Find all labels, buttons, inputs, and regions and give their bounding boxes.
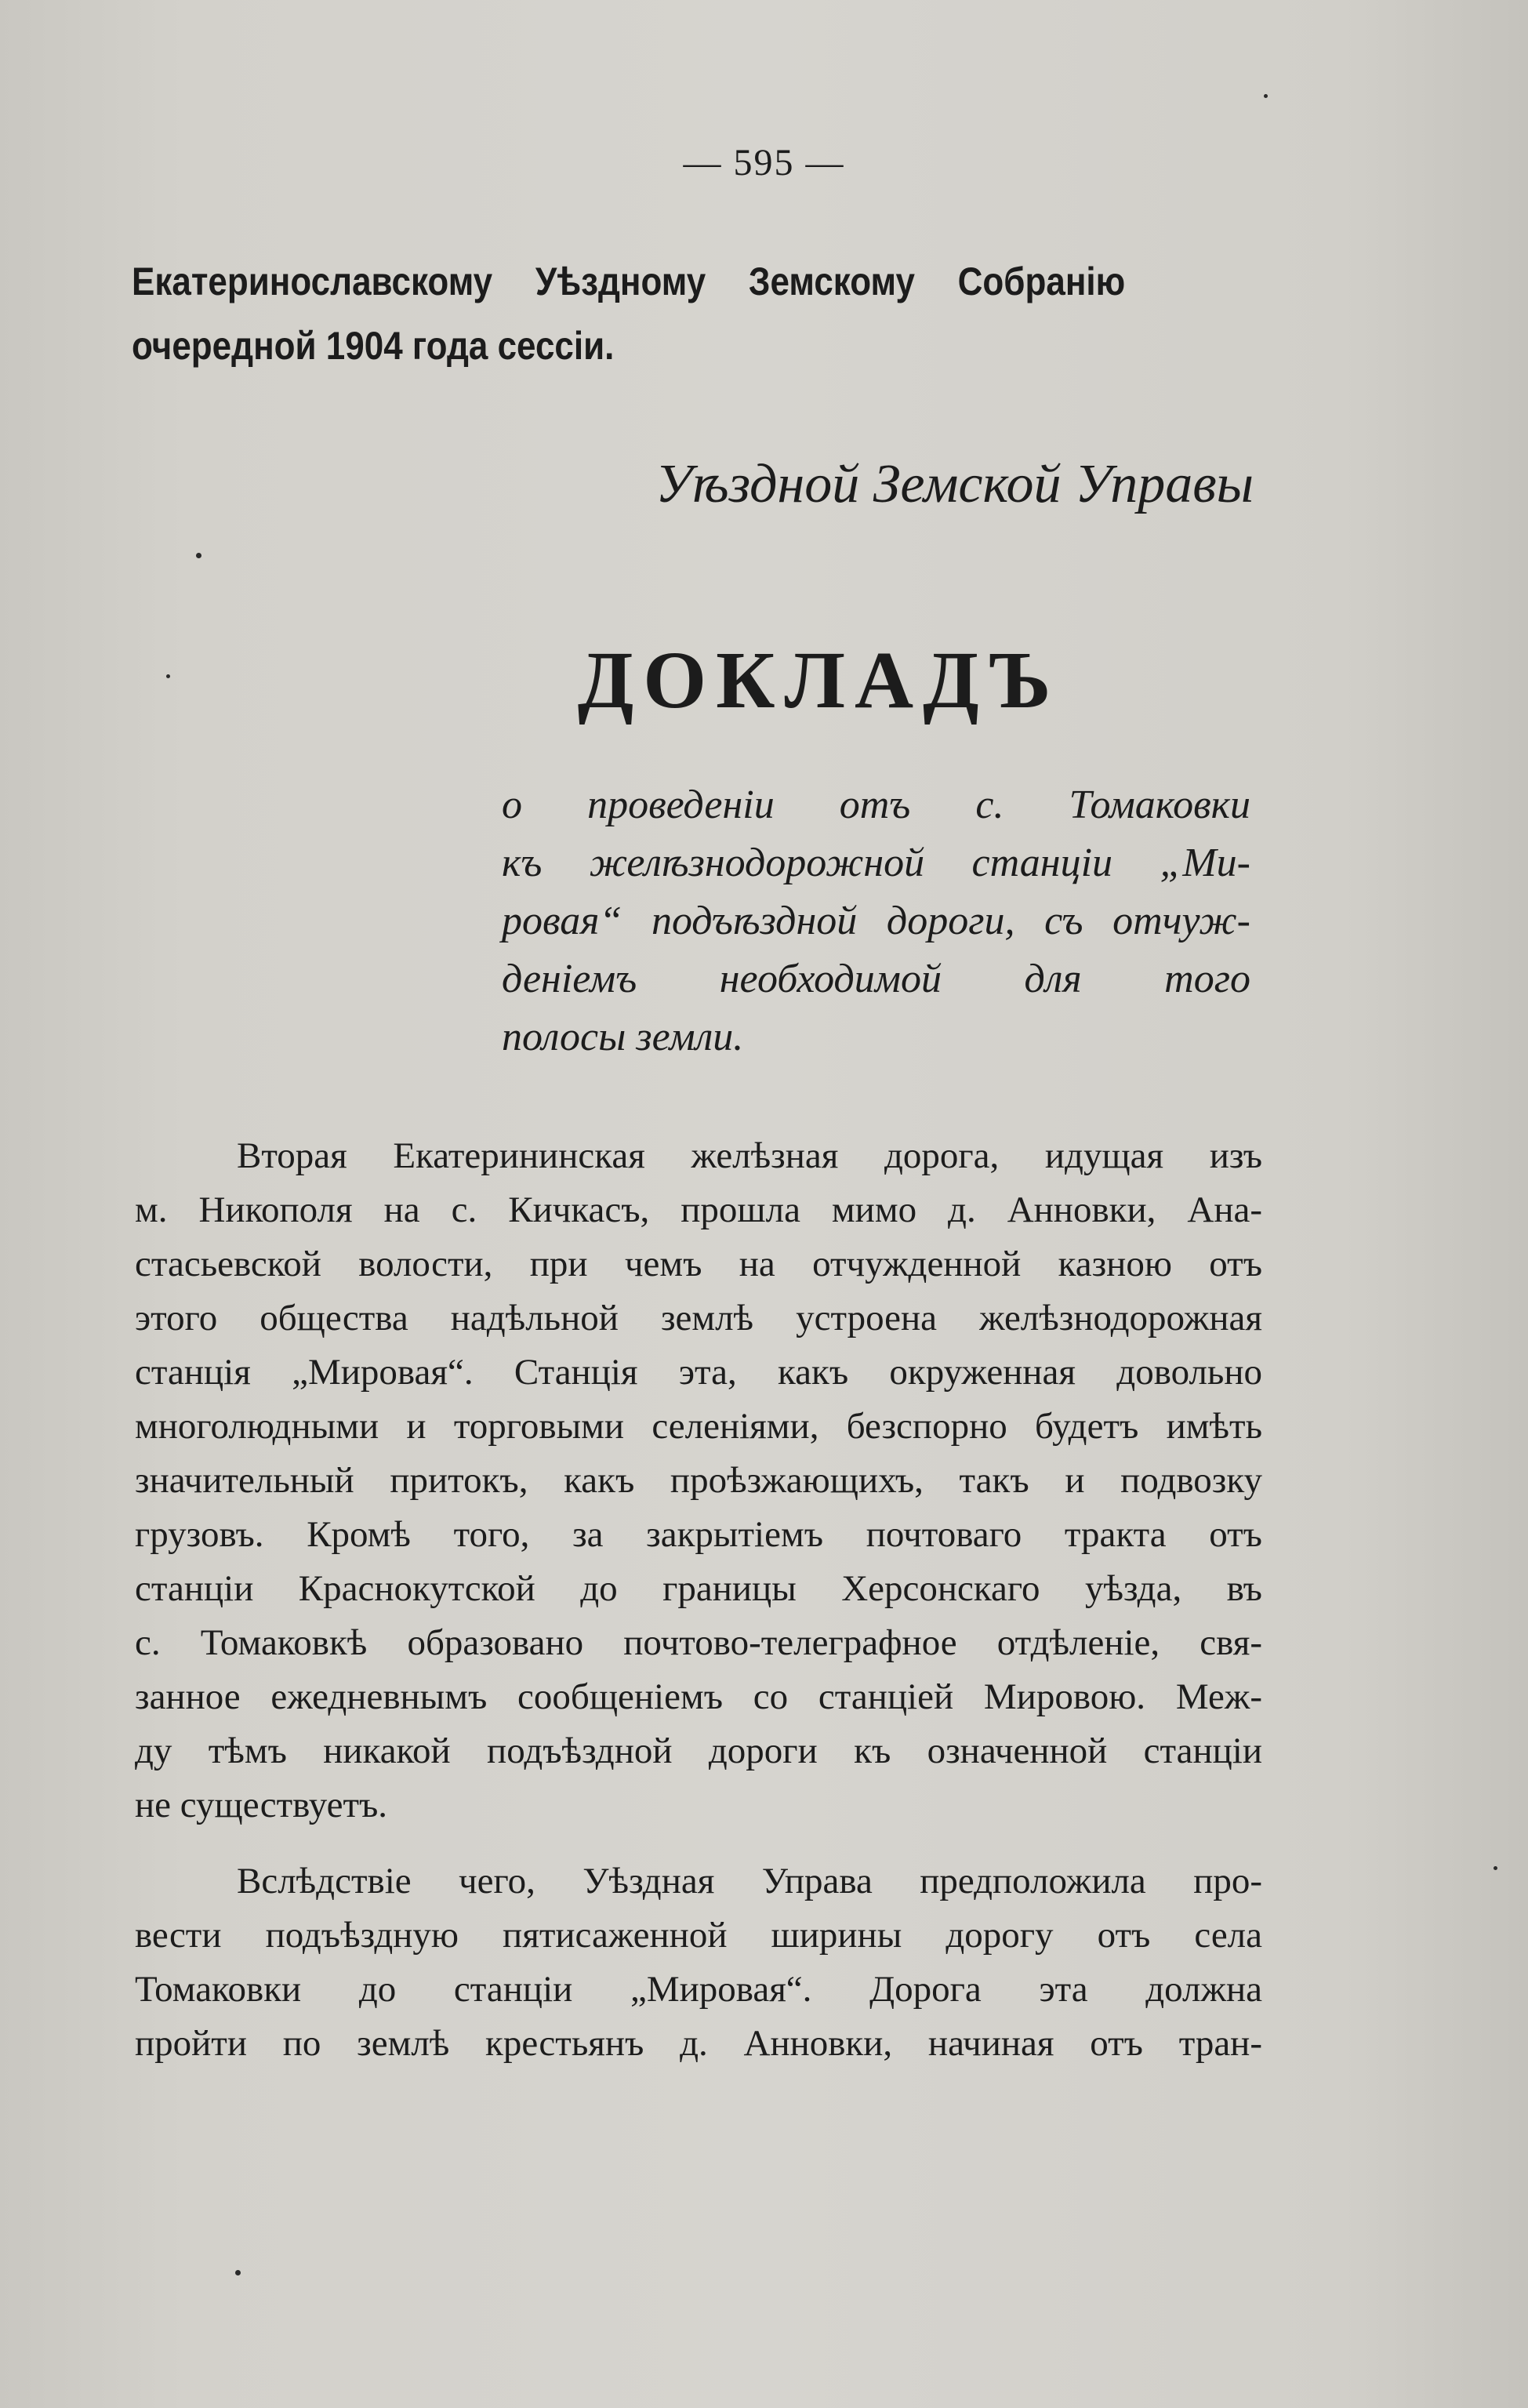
page-number: — 595 — (683, 142, 845, 183)
paragraph-1-line: занное ежедневнымъ сообщеніемъ со станціей Мировою. Меж- (135, 1676, 1262, 1717)
addressee-block (132, 249, 1125, 378)
paragraph-1-line: станціи Краснокутской до границы Херсонскаго уѣзда, въ (135, 1568, 1262, 1609)
print-speck (1264, 94, 1268, 98)
paragraph-gap (135, 1832, 1262, 1854)
paragraph-1-line: стасьевской волости, при чемъ на отчужденной казною отъ (135, 1244, 1262, 1284)
paragraph-2-line: вести подъѣздную пятисаженной ширины дорогу отъ села (135, 1915, 1262, 1956)
paragraph-1-line: значительный притокъ, какъ проѣзжающихъ, такъ и подвозку (135, 1460, 1262, 1501)
paragraph-1-line: м. Никополя на с. Кичкасъ, прошла мимо д. Анновки, Ана- (135, 1189, 1262, 1230)
paragraph-1-line: грузовъ. Кромѣ того, за закрытіемъ почтоваго тракта отъ (135, 1514, 1262, 1555)
paragraph-1-line: этого общества надѣльной землѣ устроена желѣзнодорожная (135, 1298, 1262, 1338)
paragraph-1-line: не существуетъ. (135, 1785, 388, 1825)
print-speck (235, 2270, 241, 2275)
subject-line: къ желѣзнодорожной станціи „Ми- (502, 841, 1250, 885)
print-speck (1494, 1866, 1497, 1870)
paragraph-1-line: с. Томаковкѣ образовано почтово-телеграфное отдѣленіе, свя- (135, 1622, 1262, 1663)
print-speck (166, 674, 170, 678)
paragraph-2-line: Томаковки до станціи „Мировая“. Дорога эта должна (135, 1969, 1262, 2010)
paragraph-1-line: ду тѣмъ никакой подъѣздной дороги къ означенной станціи (135, 1731, 1262, 1771)
addressee-line-2: очередной 1904 года сессіи. (132, 324, 615, 368)
subject-line: ровая“ подъѣздной дороги, съ отчуж- (502, 899, 1250, 943)
subject-line: деніемъ необходимой для того (502, 957, 1250, 1001)
subject-line: полосы земли. (502, 1015, 744, 1059)
print-speck (196, 553, 201, 558)
report-subject (502, 776, 1250, 1066)
paragraph-1-line: станція „Мировая“. Станція эта, какъ окруженная довольно (135, 1352, 1262, 1393)
authority-title: Уѣздной Земской Управы (655, 454, 1254, 514)
paragraph-1-line: Вторая Екатерининская желѣзная дорога, идущая изъ (237, 1135, 1262, 1176)
paragraph-2-line: Вслѣдствіе чего, Уѣздная Управа предположила про- (237, 1861, 1262, 1901)
paragraph-2-line: пройти по землѣ крестьянъ д. Анновки, начиная отъ тран- (135, 2023, 1262, 2064)
subject-line: о проведеніи отъ с. Томаковки (502, 783, 1250, 827)
paragraph-1-line: многолюдными и торговыми селеніями, безспорно будетъ имѣть (135, 1406, 1262, 1447)
addressee-line-1: Екатеринославскому Уѣздному Земскому Собранію (132, 260, 1126, 303)
document-heading: ДОКЛАДЪ (577, 635, 1061, 725)
body-text (135, 1129, 1262, 2071)
